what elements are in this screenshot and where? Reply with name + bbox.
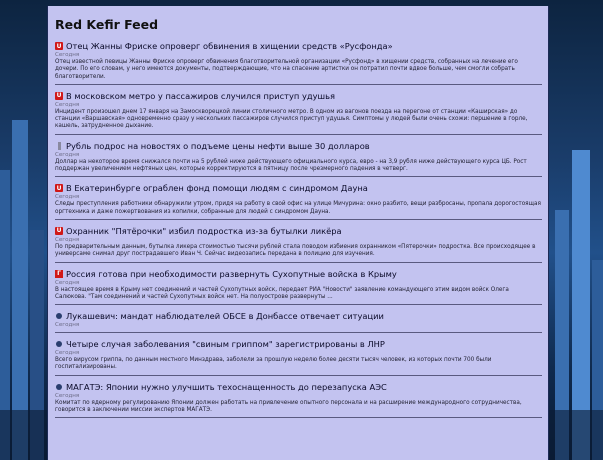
feed-item-date: Сегодня [55,322,80,329]
feed-item-summary: Следы преступления работники обнаружили утром, придя на работу в свой офис на улице Мичурина: окно разбито, вещи разбросаны, пропала дорогостоящая оргтехника и даже пожертвования из копилки, собранные для людей с синдромом Дауна. [55,201,541,215]
feed-item-header [55,141,542,151]
feed-item-title-link[interactable]: В Екатеринбурге ограблен фонд помощи людям с синдромом Дауна [66,183,368,194]
u-source-icon: U [56,92,62,100]
feed-item-summary: Всего вирусом гриппа, по данным местного Минздрава, заболели за прошлую неделю более десяти тысяч человек, из которых почти 700 были госпитализированы. [55,357,492,371]
feed-item-title-link[interactable]: Лукашевич: мандат наблюдателей ОБСЕ в Донбассе отвечает ситуации [66,311,384,322]
u-source-icon: U [56,42,62,50]
feed-item-title-link[interactable]: МАГАТЭ: Японии нужно улучшить техоснащенность до перезапуска АЭС [66,381,387,392]
feed-item-header [55,226,542,236]
feed-item-header [55,41,542,51]
feed-item-header [55,269,542,279]
feed-item [55,139,542,178]
feed-item-summary: Доллар на некоторое время снижался почти на 5 рублей ниже действующего официального курса, евро - на 3,9 рубля ниже действующего курса ЦБ. Рост поддержан увеличением нефтяных цен, которые корректируются в пятницу после чрезмерного падения в четверг. [55,158,527,173]
u-source-icon: U [56,227,62,235]
feed-item [55,89,542,135]
feed-item [55,181,542,220]
feed-item-header [55,91,542,101]
feed-item [55,309,542,333]
feed-item [55,267,542,306]
feed-title: Red Kefir Feed [55,17,159,32]
bird-source-icon [55,383,63,391]
feed-item-date: Сегодня [55,392,80,399]
news-feed-panel [47,6,549,460]
feed-item-header [55,311,542,321]
feed-item-date: Сегодня [55,52,80,58]
feed-item-summary: Комитат по ядерному регулированию Японии должен работать на привлечение опытного персонала и на расширение международного сотрудничества, говорится в заключении миссии экспертов МАГАТЭ. [55,399,522,414]
feed-item-date: Сегодня [55,236,80,243]
feed-item-summary: Инцидент произошел днем 17 января на Замоскворецкой линии столичного метро. В одном из вагонов поезда на перегоне от станции «Каширская» до станции «Варшавская» одновременно сразу у нескольких пассажиров случился приступ удушья. Симптомы у людей были очень схожи: першение в горле, кашель, затрудненное дыхание. [55,108,528,130]
feed-item [55,39,542,85]
feed-item-date: Сегодня [55,350,80,357]
feed-item-header [55,183,542,193]
feed-item-header [55,382,542,392]
feed-item-title-link[interactable]: Россия готова при необходимости развернуть Сухопутные войска в Крыму [66,268,397,279]
r-source-icon: Г [55,270,63,278]
feed-item [55,380,542,419]
feed-item-title-link[interactable]: Рубль подрос на новостях о подъеме цены нефти выше 30 долларов [66,140,370,151]
feed-item-date: Сегодня [55,194,80,201]
feed-item-title-link[interactable]: В московском метро у пассажиров случился приступ удушья [66,90,335,101]
feed-item-title-link[interactable]: Отец Жанны Фриске опроверг обвинения в хищении средств «Русфонда» [66,41,393,51]
u-source-icon: U [56,184,62,192]
feed-item-summary: Отец известной певицы Жанны Фриске опроверг обвинения благотворительной организации «Русфонд» в хищении средств, собранных на лечение его дочери. По его словам, у него имеются документы, подтверждающие, что на спасение артистки он потратил почти вдвое больше, чем смогли собрать благотворители. [55,59,518,80]
bird-source-icon [55,312,63,320]
gray-source-icon [55,142,63,150]
feed-item [55,224,542,263]
feed-item-title-link[interactable]: Четыре случая заболевания "свиным гриппом" зарегистрированы в ЛНР [66,339,385,350]
feed-item-summary: В настоящее время в Крыму нет соединений и частей Сухопутных войск, передает РИА "Новости" заявление командующего этим видом войск Олега Салюкова. "Там соединений и частей Сухопутных войск нет. На полуострове развернуты ... [55,286,509,300]
feed-item-date: Сегодня [55,101,80,108]
feed-item [55,337,542,376]
feed-item-header [55,339,542,349]
feed-item-list [55,39,542,418]
bird-source-icon [55,340,63,348]
feed-item-title-link[interactable]: Охранник "Пятёрочки" избил подростка из-за бутылки ликёра [66,225,342,236]
feed-item-date: Сегодня [55,279,80,286]
feed-item-summary: По предварительным данным, бутылка ликера стоимостью тысячи рублей стала поводом избиения охранником «Пятерочки» подростка. Все происходящее в универсаме снимал друг пострадавшего Иван Ч. Сейчас видеозапись передана в полицию для изучения. [55,243,536,258]
feed-item-date: Сегодня [55,151,80,158]
